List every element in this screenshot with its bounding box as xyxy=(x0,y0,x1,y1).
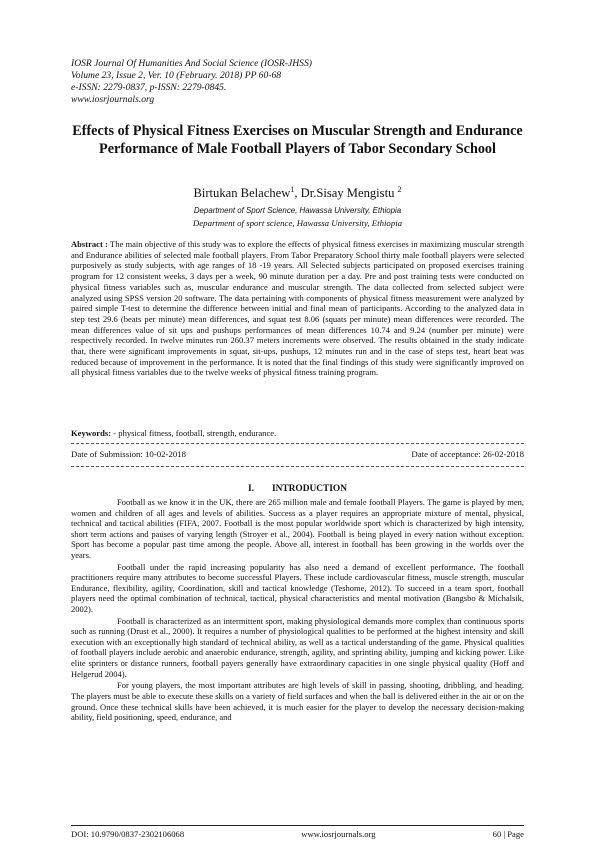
page-footer xyxy=(71,829,524,839)
author-superscript: 2 xyxy=(397,185,402,194)
journal-volume: Volume 23, Issue 2, Ver. 10 (February. 2018) PP 60-68 xyxy=(71,70,282,81)
author-name: Birtukan Belachew xyxy=(193,186,291,201)
keywords-text: - physical fitness, football, strength, endurance. xyxy=(111,428,277,438)
footer-doi: DOI: 10.9790/0837-2302106068 xyxy=(71,829,185,839)
author-separator: , xyxy=(294,186,301,201)
author-line xyxy=(70,182,525,201)
abstract-label: Abstract : xyxy=(71,239,108,249)
body-text xyxy=(71,497,524,724)
submission-date: Date of Submission: 10-02-2018 xyxy=(71,449,187,459)
body-paragraph: For young players, the most important attributes are high levels of skill in passing, shooting, dribbling, and heading. The players must be able to execute these skills on a variety of field surfaces and when the ball is delivered either in the air or on the ground. Once these technical skills have been achieved, it is much easier for the player to develop the necessary decision-making ability, field positioning, speed, endurance, and xyxy=(71,680,524,723)
journal-website: www.iosrjournals.org xyxy=(71,94,155,105)
body-paragraph: Football under the rapid increasing popularity has also need a demand of excellent performance. The football practitioners require many attributes to become successful Players. These include cardiovascular fitness, muscle strength, muscular Endurance, flexibility, agility, Coordination, skill and tactical knowledge (Teshome, 2012). To succeed in a team sport, football players need the optimal combination of technical, tactical, physical characteristics and mental motivation (Bangsbo & Michalsik, 2002). xyxy=(71,561,524,614)
affiliation-1: Department of Sport Science, Hawassa University, Ethiopia xyxy=(193,206,402,215)
journal-header xyxy=(71,58,312,106)
journal-name: IOSR Journal Of Humanities And Social Science (IOSR-JHSS) xyxy=(71,58,312,69)
body-paragraph: Football is characterized as an intermittent sport, making physiological demands more complex than continuous sports such as running (Drust et al., 2000). It requires a number of physiological qualities to be performed at the highest intensity and skill execution with an exceptionally high standard of technical ability, as well as a tactical understanding of the game. Physical qualities of football players include aerobic and anaerobic endurance, strength, agility, and sprinting ability, jumping and kicking power. Like elite sprinters or distance runners, football payers generally have extraordinary capacities in one single physical quality (Hoff and Helgerud 2004). xyxy=(71,615,524,679)
keywords xyxy=(71,428,524,439)
date-row xyxy=(71,449,524,460)
divider-line xyxy=(71,443,524,444)
footer-rule xyxy=(71,825,524,826)
abstract-text: The main objective of this study was to explore the effects of physical fitness exercises in maximizing muscular strength and Endurance abilities of selected male football players. From Tabor Preparatory School thirty male football players were selected purposively as study subjects, with age ranges of 18 -19 years. All Selected subjects participated on proposed exercises training program for 12 consistent weeks, 3 days per a week, 90 minute duration per a day. Pre and post training tests were conducted on physical fitness variables such as, muscular endurance and muscular strength. The data collected from selected subject were analyzed using SPSS version 20 software. The data pertaining with components of physical fitness measurement were analyzed by paired simple T-test to determine the difference between initial and final mean of participants. According to the analyzed data in step test 29.6 (beats per minute) mean differences, and squat test 8.06 (squats per minute) mean differences were recorded. The mean differences value of sit ups and pushups performances of mean differences 10.74 and 9.24 (number per minute) were respectively recorded. In twelve minutes run 260.37 meters increments were observed. The results obtained in the study indicate that, there were significant improvements in squat, sit-ups, pushups, 12 minutes run and in the case of steps test, heart beat was reduced because of improvement in the performance. It is noted that the final findings of this study were significantly improved on all physical fitness variables due to the twelve weeks of physical fitness training program. xyxy=(71,239,525,378)
footer-page-number: 60 | Page xyxy=(492,829,524,839)
author-name: Dr.Sisay Mengistu xyxy=(300,186,395,201)
acceptance-date: Date of acceptance: 26-02-2018 xyxy=(411,449,524,459)
abstract xyxy=(71,239,524,378)
affiliation-2: Department of sport science, Hawassa University, Ethiopia xyxy=(192,218,403,228)
keywords-label: Keywords: xyxy=(71,428,112,438)
section-heading xyxy=(71,484,524,495)
section-title: INTRODUCTION xyxy=(271,484,347,494)
paper-title: Effects of Physical Fitness Exercises on Muscular Strength and Endurance Performance of Male Football Players of Tabor Secondary School xyxy=(72,123,523,157)
author-superscript: 1 xyxy=(290,185,295,194)
section-number: I. xyxy=(247,484,254,494)
divider-line xyxy=(71,466,524,467)
footer-website: www.iosrjournals.org xyxy=(301,829,376,839)
body-paragraph: Football as we know it in the UK, there are 265 million male and female football Players. The game is played by men, women and children of all ages and levels of abilities. Success as a player requires an appropriate mixture of mental, physical, technical and tactical abilities (FIFA, 2007. Football is the most popular worldwide sport which is characterized by high intensity, short term actions and pauses of varying length (Stroyer et al., 2004). Football is being played in every nation without exception. Sport has become a popular past time among the people. Above all, interest in football has been growing in the worlds over the years. xyxy=(71,497,524,560)
journal-issn: e-ISSN: 2279-0837, p-ISSN: 2279-0845. xyxy=(71,82,227,93)
